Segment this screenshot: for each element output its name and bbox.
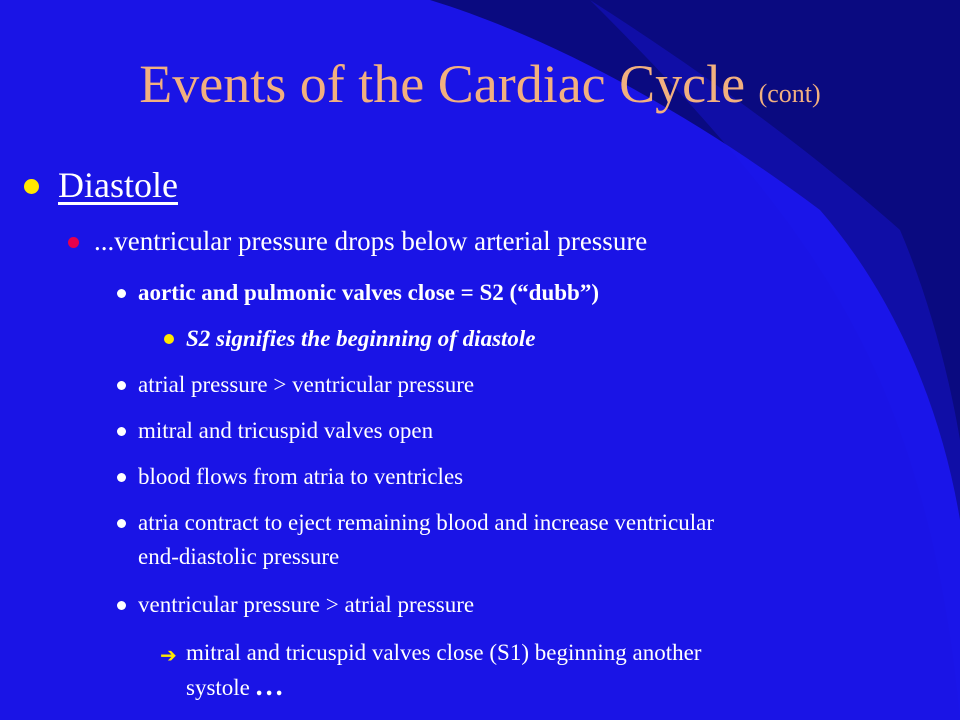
systole-text: systole — [186, 675, 250, 700]
item-s2-signifies: S2 signifies the beginning of diastole — [186, 326, 536, 351]
bullet-level3-icon — [117, 381, 126, 390]
slide-title — [0, 52, 960, 126]
title-text: Events of the Cardiac Cycle — [139, 54, 746, 114]
item-atria-contract-line2: end-diastolic pressure — [138, 544, 340, 569]
bullet-level3-icon — [117, 473, 126, 482]
ellipsis-text: ... — [255, 671, 286, 702]
level2-text: ...ventricular pressure drops below arterial pressure — [94, 226, 648, 256]
bullet-level4-icon — [164, 334, 174, 344]
bullet-level3-icon — [117, 519, 126, 528]
item-valves-close: aortic and pulmonic valves close = S2 (“dubb”) — [138, 280, 600, 305]
item-atrial-gt: atrial pressure > ventricular pressure — [138, 372, 475, 397]
bullet-level2-icon — [68, 237, 79, 248]
bullet-level3-icon — [117, 427, 126, 436]
item-valves-open: mitral and tricuspid valves open — [138, 418, 434, 443]
arrow-right-icon: ➔ — [160, 643, 177, 667]
item-close-s1-line2 — [186, 672, 286, 703]
item-ventricular-gt: ventricular pressure > atrial pressure — [138, 592, 475, 617]
item-close-s1-line1: mitral and tricuspid valves close (S1) beginning another — [186, 640, 702, 665]
heading-diastole: Diastole — [58, 165, 178, 205]
bullet-level1-icon — [24, 179, 39, 194]
item-blood-flows: blood flows from atria to ventricles — [138, 464, 464, 489]
bullet-level3-icon — [117, 289, 126, 298]
bullet-level3-icon — [117, 601, 126, 610]
item-atria-contract-line1: atria contract to eject remaining blood and increase ventricular — [138, 510, 715, 535]
title-suffix: (cont) — [758, 79, 821, 108]
